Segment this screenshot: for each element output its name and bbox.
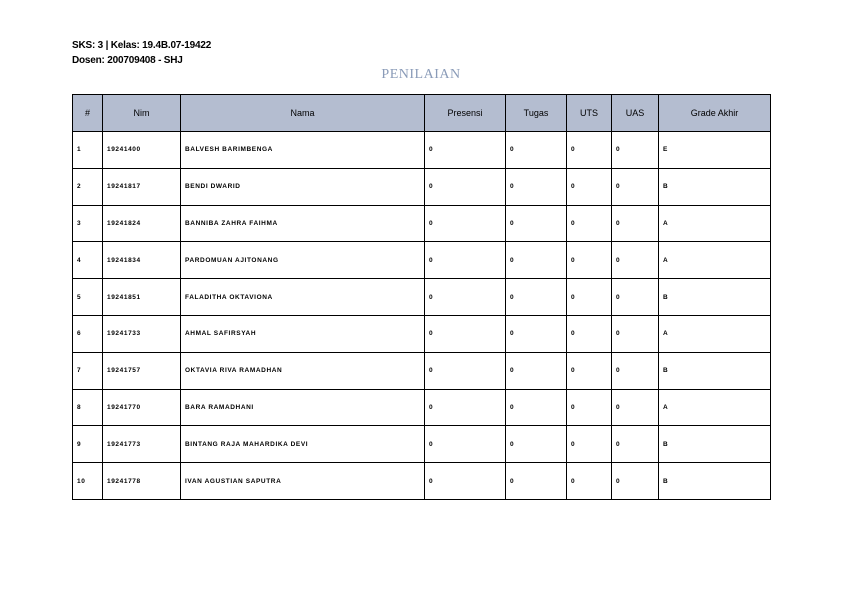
cell-nim: 19241400 (103, 132, 181, 169)
cell-grade: A (659, 389, 771, 426)
table-row (73, 315, 771, 352)
cell-presensi: 0 (425, 132, 506, 169)
table-row (73, 132, 771, 169)
cell-presensi: 0 (425, 426, 506, 463)
table-row (73, 205, 771, 242)
cell-grade: E (659, 132, 771, 169)
grades-table (72, 94, 771, 500)
cell-no: 6 (73, 315, 103, 352)
column-header-nama: Nama (181, 95, 425, 132)
cell-no: 4 (73, 242, 103, 279)
cell-nim: 19241824 (103, 205, 181, 242)
column-header-nim: Nim (103, 95, 181, 132)
cell-nama: FALADITHA OKTAVIONA (181, 279, 425, 316)
cell-nama: IVAN AGUSTIAN SAPUTRA (181, 463, 425, 500)
cell-nama: PARDOMUAN AJITONANG (181, 242, 425, 279)
lecturer-info-line: Dosen: 200709408 - SHJ (72, 55, 183, 66)
cell-uts: 0 (567, 168, 612, 205)
class-info-line: SKS: 3 | Kelas: 19.4B.07-19422 (72, 40, 212, 51)
cell-nim: 19241851 (103, 279, 181, 316)
cell-grade: B (659, 168, 771, 205)
cell-nama: BENDI DWARID (181, 168, 425, 205)
cell-uts: 0 (567, 132, 612, 169)
cell-uts: 0 (567, 352, 612, 389)
cell-no: 8 (73, 389, 103, 426)
cell-presensi: 0 (425, 352, 506, 389)
cell-nama: BARA RAMADHANI (181, 389, 425, 426)
cell-uts: 0 (567, 463, 612, 500)
cell-uts: 0 (567, 279, 612, 316)
column-header-tugas: Tugas (506, 95, 567, 132)
table-body (73, 132, 771, 500)
cell-no: 5 (73, 279, 103, 316)
cell-uas: 0 (612, 132, 659, 169)
cell-presensi: 0 (425, 463, 506, 500)
cell-presensi: 0 (425, 279, 506, 316)
cell-tugas: 0 (506, 168, 567, 205)
cell-tugas: 0 (506, 205, 567, 242)
cell-grade: A (659, 315, 771, 352)
table-row (73, 279, 771, 316)
cell-uts: 0 (567, 315, 612, 352)
cell-grade: A (659, 205, 771, 242)
cell-no: 3 (73, 205, 103, 242)
table-row (73, 242, 771, 279)
cell-nama: BALVESH BARIMBENGA (181, 132, 425, 169)
cell-nim: 19241770 (103, 389, 181, 426)
table-row (73, 463, 771, 500)
column-header-grade: Grade Akhir (659, 95, 771, 132)
cell-nim: 19241834 (103, 242, 181, 279)
cell-tugas: 0 (506, 132, 567, 169)
cell-grade: B (659, 279, 771, 316)
cell-grade: B (659, 463, 771, 500)
cell-presensi: 0 (425, 205, 506, 242)
cell-nim: 19241757 (103, 352, 181, 389)
table-row (73, 168, 771, 205)
cell-tugas: 0 (506, 242, 567, 279)
cell-tugas: 0 (506, 279, 567, 316)
cell-grade: B (659, 426, 771, 463)
cell-uas: 0 (612, 242, 659, 279)
cell-nama: BANNIBA ZAHRA FAIHMA (181, 205, 425, 242)
cell-presensi: 0 (425, 389, 506, 426)
cell-tugas: 0 (506, 389, 567, 426)
cell-uts: 0 (567, 205, 612, 242)
cell-tugas: 0 (506, 352, 567, 389)
cell-no: 10 (73, 463, 103, 500)
cell-uas: 0 (612, 352, 659, 389)
cell-uts: 0 (567, 426, 612, 463)
cell-tugas: 0 (506, 426, 567, 463)
cell-presensi: 0 (425, 168, 506, 205)
cell-no: 9 (73, 426, 103, 463)
cell-uas: 0 (612, 315, 659, 352)
cell-no: 7 (73, 352, 103, 389)
cell-grade: A (659, 242, 771, 279)
column-header-no: # (73, 95, 103, 132)
column-header-uts: UTS (567, 95, 612, 132)
cell-nama: BINTANG RAJA MAHARDIKA DEVI (181, 426, 425, 463)
cell-nama: AHMAL SAFIRSYAH (181, 315, 425, 352)
cell-nim: 19241773 (103, 426, 181, 463)
page-title: PENILAIAN (381, 67, 461, 82)
cell-nama: OKTAVIA RIVA RAMADHAN (181, 352, 425, 389)
column-header-presensi: Presensi (425, 95, 506, 132)
table-row (73, 426, 771, 463)
cell-uts: 0 (567, 242, 612, 279)
cell-uas: 0 (612, 279, 659, 316)
cell-tugas: 0 (506, 463, 567, 500)
cell-nim: 19241817 (103, 168, 181, 205)
table-row (73, 389, 771, 426)
cell-uas: 0 (612, 168, 659, 205)
column-header-uas: UAS (612, 95, 659, 132)
cell-tugas: 0 (506, 315, 567, 352)
cell-uas: 0 (612, 389, 659, 426)
table-row (73, 352, 771, 389)
cell-nim: 19241778 (103, 463, 181, 500)
cell-uas: 0 (612, 205, 659, 242)
cell-nim: 19241733 (103, 315, 181, 352)
cell-uas: 0 (612, 463, 659, 500)
table-header-row (73, 95, 771, 132)
cell-presensi: 0 (425, 242, 506, 279)
cell-uts: 0 (567, 389, 612, 426)
cell-no: 2 (73, 168, 103, 205)
cell-grade: B (659, 352, 771, 389)
cell-uas: 0 (612, 426, 659, 463)
cell-no: 1 (73, 132, 103, 169)
cell-presensi: 0 (425, 315, 506, 352)
